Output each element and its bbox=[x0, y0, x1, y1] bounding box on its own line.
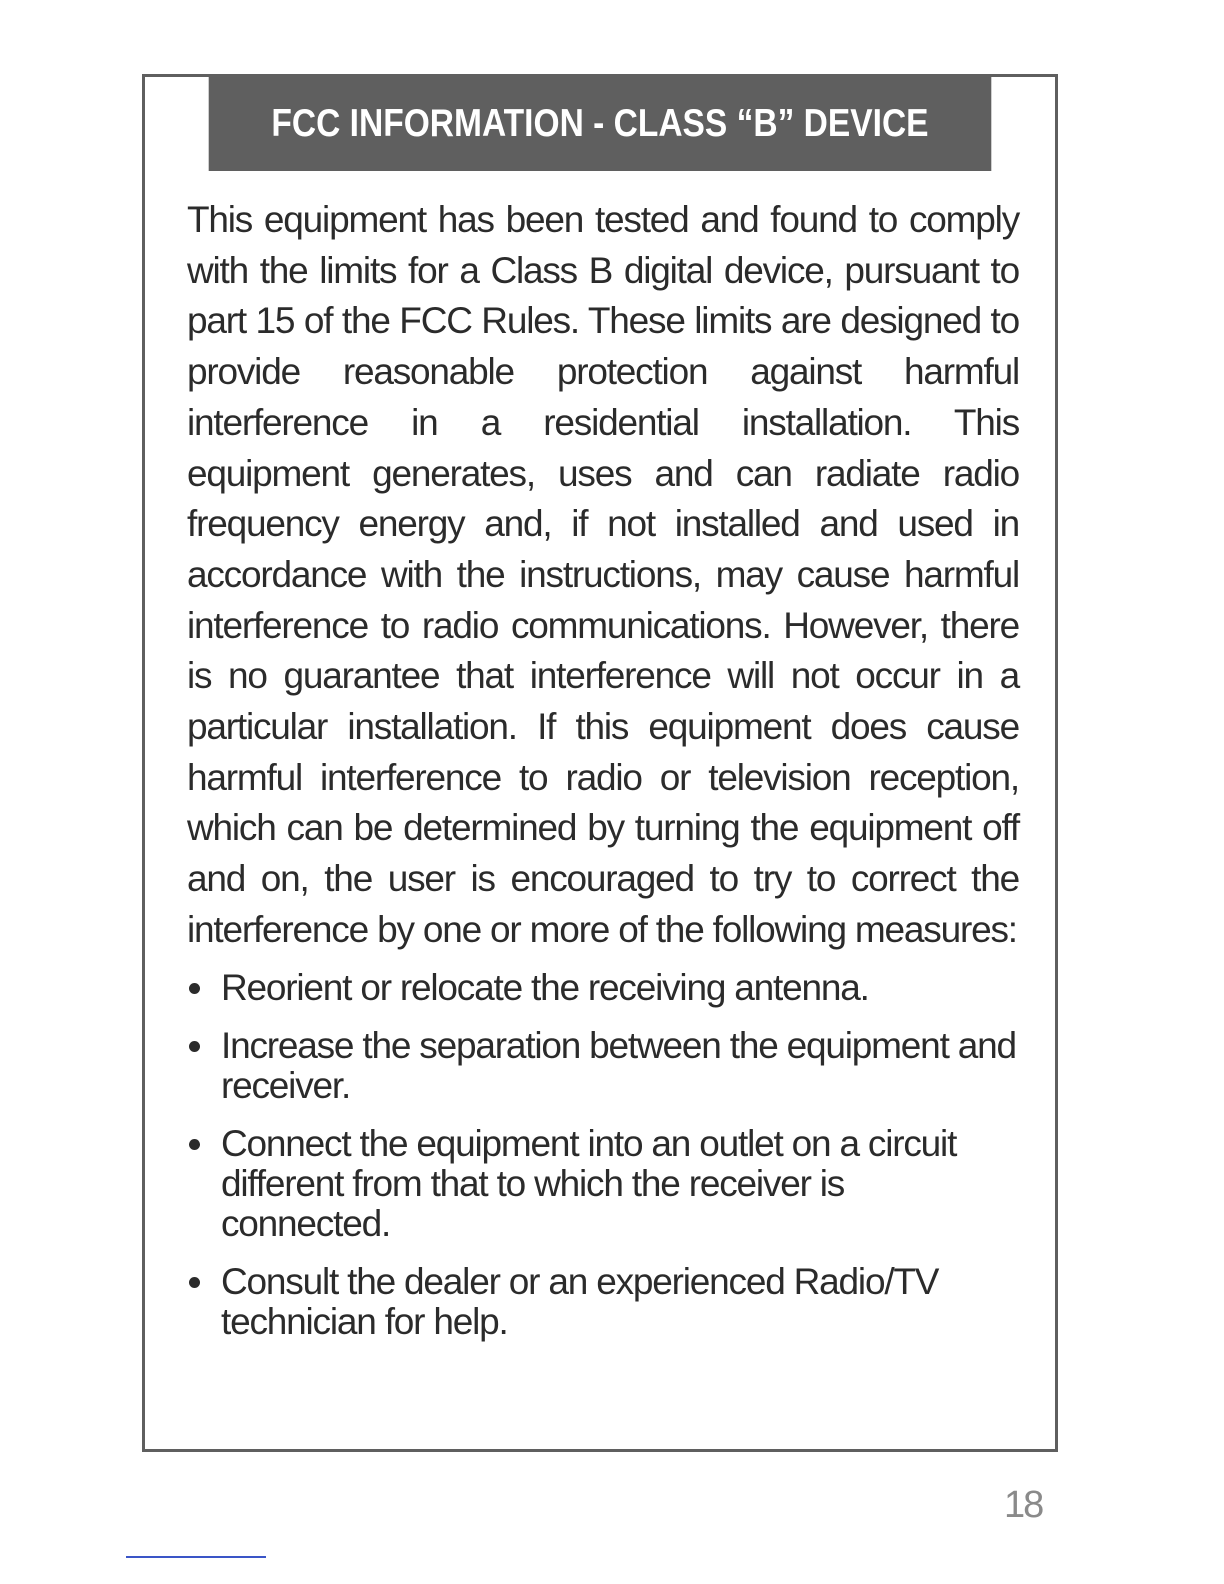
measure-text: Increase the separation between the equipment and receiver. bbox=[221, 1024, 1016, 1106]
notice-title: FCC INFORMATION - CLASS “B” DEVICE bbox=[209, 77, 992, 171]
notice-body bbox=[187, 195, 1019, 1360]
bullet-icon bbox=[189, 1041, 200, 1052]
page-number: 18 bbox=[1004, 1484, 1043, 1526]
list-item bbox=[187, 1124, 1019, 1244]
bullet-icon bbox=[189, 983, 200, 994]
measure-text: Reorient or relocate the receiving antenna. bbox=[221, 966, 869, 1008]
list-item bbox=[187, 1262, 1019, 1342]
list-item bbox=[187, 1026, 1019, 1106]
bullet-icon bbox=[189, 1277, 200, 1288]
measure-text: Connect the equipment into an outlet on a circuit different from that to which the receiver is connected. bbox=[221, 1122, 957, 1244]
measure-text: Consult the dealer or an experienced Radio/TV technician for help. bbox=[221, 1260, 939, 1342]
list-item bbox=[187, 968, 1019, 1008]
fcc-notice-box bbox=[142, 74, 1058, 1452]
bullet-icon bbox=[189, 1139, 200, 1150]
footer-divider bbox=[126, 1556, 266, 1558]
compliance-paragraph: This equipment has been tested and found to comply with the limits for a Class B digital device, pursuant to part 15 of the FCC Rules. These limits are designed to provide reasonable protection against harmful interference in a residential installation. This equipment generates, uses and can radiate radio frequency energy and, if not installed and used in accordance with the instructions, may cause harmful interference to radio communications. However, there is no guarantee that interference will not occur in a particular installation. If this equipment does cause harmful interference to radio or television reception, which can be determined by turning the equipment off and on, the user is encouraged to try to correct the interference by one or more of the following measures: bbox=[187, 199, 1019, 950]
measures-list bbox=[187, 968, 1019, 1342]
